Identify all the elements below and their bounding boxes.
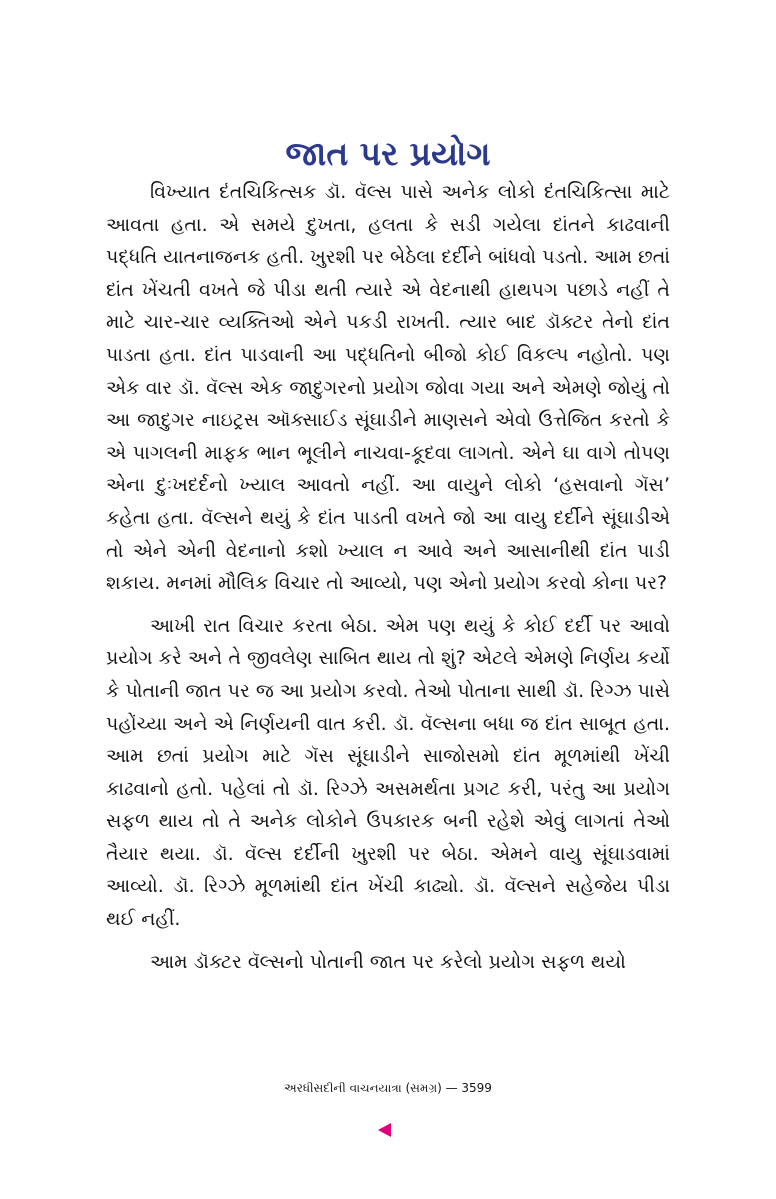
paragraph-3: આમ ડૉક્ટર વૅલ્સનો પોતાની જાત પર કરેલો પ્રયોગ સફળ થયો [150,950,626,973]
paragraph-1: વિખ્યાત દંતચિકિત્સક ડૉ. વૅલ્સ પાસે અનેક લોકો દંતચિકિત્સા માટે આવતા હતા. એ સમયે દુખતા, હલતા કે સડી ગયેલા દાંતને કાઢવાની પદ્ધતિ યાતનાજનક હતી. ખુરશી પર બેઠેલા દર્દીને બાંધવો પડતો. આમ છતાં દાંત ખેંચતી વખતે જે પીડા થતી ત્યારે એ વેદનાથી હાથપગ પછાડે નહીં તે માટે ચાર-ચાર વ્યક્તિઓ એને પકડી રાખતી. ત્યાર બાદ ડૉક્ટર તેનો દાંત પાડતા હતા. દાંત પાડવાની આ પદ્ધતિનો બીજો કોઈ વિકલ્પ નહોતો. પણ એક વાર ડૉ. વૅલ્સ એક જાદુગરનો પ્રયોગ જોવા ગયા અને એમણે જોયું તો આ જાદુગર નાઇટ્રસ ઑક્સાઈડ સૂંઘાડીને માણસને એવો ઉત્તેજિત કરતો કે એ પાગલની માફક ભાન ભૂલીને નાચવા-કૂદવા લાગતો. એને ઘા વાગે તોપણ એના દુઃખદર્દનો ખ્યાલ આવતો નહીં. આ વાયુને લોકો ‘હસવાનો ગૅસ’ કહેતા હતા. વૅલ્સને થયું કે દાંત પાડતી વખતે જો આ વાયુ દર્દીને સૂંઘાડીએ તો એને એની વેદનાનો કશો ખ્યાલ ન આવે અને આસાનીથી દાંત પાડી શકાય. મનમાં મૌલિક વિચાર તો આવ્યો, પણ એનો પ્રયોગ કરવો કોના પર? [106,181,670,595]
article-body [106,176,670,978]
page-footer: અરધીસદીની વાચનયાત્રા (સમગ્ર) — 3599 [284,1081,492,1095]
paragraph-2: આખી રાત વિચાર કરતા બેઠા. એમ પણ થયું કે કોઈ દર્દી પર આવો પ્રયોગ કરે અને તે જીવલેણ સાબિત થાય તો શું? એટલે એમણે નિર્ણય કર્યો કે પોતાની જાત પર જ આ પ્રયોગ કરવો. તેઓ પોતાના સાથી ડૉ. રિગ્ઝ પાસે પહોંચ્યા અને એ નિર્ણયની વાત કરી. ડૉ. વૅલ્સના બધા જ દાંત સાબૂત હતા. આમ છતાં પ્રયોગ માટે ગૅસ સૂંઘાડીને સાજોસમો દાંત મૂળમાંથી ખેંચી કાઢવાનો હતો. પહેલાં તો ડૉ. રિગ્ઝે અસમર્થતા પ્રગટ કરી, પરંતુ આ પ્રયોગ સફળ થાય તો તે અનેક લોકોને ઉપકારક બની રહેશે એવું લાગતાં તેઓ તૈયાર થયા. ડૉ. વૅલ્સ દર્દીની ખુરશી પર બેઠા. એમને વાયુ સૂંઘાડવામાં આવ્યો. ડૉ. રિગ્ઝે મૂળમાંથી દાંત ખેંચી કાઢ્યો. ડૉ. વૅલ્સને સહેજેય પીડા થઈ નહીં. [106,614,670,931]
previous-page-arrow-icon[interactable] [378,1123,391,1137]
page-title: જાત પર પ્રયોગ [285,134,491,174]
